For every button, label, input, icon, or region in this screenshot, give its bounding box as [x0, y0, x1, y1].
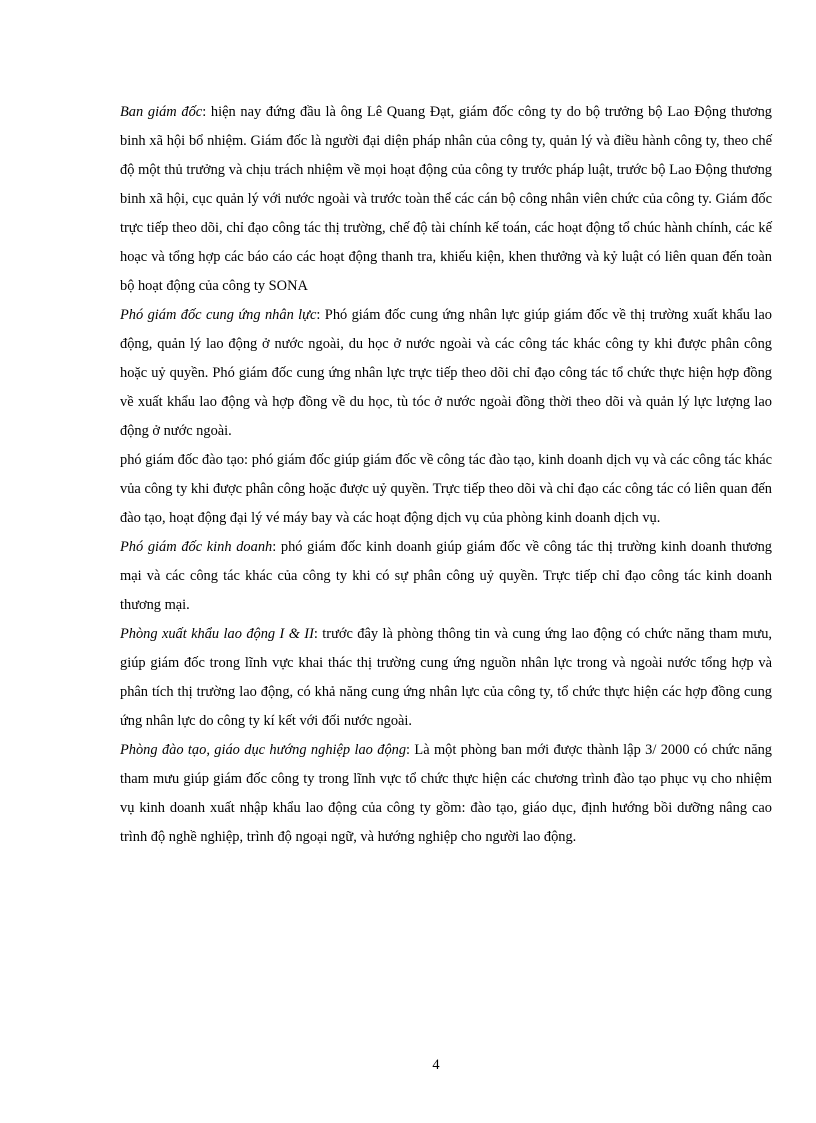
paragraph-text: : hiện nay đứng đầu là ông Lê Quang Đạt, giám đốc công ty do bộ trưởng bộ Lao Động thương binh xã hội bổ nhiệm. Giám đốc là người đại diện pháp nhân của công ty, quản lý và điều hành công ty, theo chế độ một thủ trưởng và chịu trách nhiệm về mọi hoạt động của công ty trước pháp luật, trước bộ Lao Động thương binh xã hội, cục quản lý với nước ngoài và trước toàn thể các cán bộ công nhân viên chức của công ty. Giám đốc trực tiếp theo dõi, chỉ đạo công tác thị trường, chế độ tài chính kế toán, các hoạt động tổ chúc hành chính, các kế hoạc và tổng hợp các báo cáo các hoạt động thanh tra, khiếu kiện, khen thưởng và kỷ luật có liên quan đến toàn bộ hoạt động của công ty SONA [120, 104, 773, 294]
paragraph-text: : Phó giám đốc cung ứng nhân lực giúp giám đốc về thị trường xuất khẩu lao động, quản lý lao động ở nước ngoài, du học ở nước ngoài và các công tác khác công ty khi được phân công hoặc uỷ quyền. Phó giám đốc cung ứng nhân lực trực tiếp theo dõi chỉ đạo công tác tổ chức thực hiện hợp đồng về xuất khẩu lao động và hợp đồng về du học, tù tóc ở nước ngoài đồng thời theo dõi và quản lý lực lượng lao động ở nước ngoài. [120, 307, 772, 439]
paragraph-pho-giam-doc-cung-ung-nhan-luc [120, 301, 772, 446]
paragraph-text: phó giám đốc đào tạo: phó giám đốc giúp giám đốc về công tác đào tạo, kinh doanh dịch vụ và các công tác khác vủa công ty khi được phân công hoặc được uỷ quyền. Trực tiếp theo dõi và chỉ đạo các công tác có liên quan đến đào tạo, hoạt động đại lý vé máy bay và các hoạt động dịch vụ của phòng kinh doanh dịch vụ. [120, 452, 772, 526]
paragraph-text: : trước đây là phòng thông tin và cung ứng lao động có chức năng tham mưu, giúp giám đốc trong lĩnh vực khai thác thị trường cung ứng nguồn nhân lực trong và ngoài nước tổng hợp và phân tích thị trường lao động, có khả năng cung ứng nhân lực của công ty, tổ chức thực hiện các hợp đồng cung ứng nhân lực do công ty kí kết với đối nước ngoài. [120, 626, 772, 729]
paragraph-heading: Phó giám đốc cung ứng nhân lực [120, 307, 317, 323]
paragraph-phong-xuat-khau-lao-dong [120, 620, 772, 736]
paragraph-heading: Phòng đào tạo, giáo dục hướng nghiệp lao động [120, 742, 407, 758]
body-text [120, 98, 772, 852]
paragraph-heading: Ban giám đốc [120, 104, 203, 120]
paragraph-pho-giam-doc-dao-tao [120, 446, 772, 533]
paragraph-pho-giam-doc-kinh-doanh [120, 533, 772, 620]
paragraph-phong-dao-tao [120, 736, 772, 852]
paragraph-text: : Là một phòng ban mới được thành lập 3/ 2000 có chức năng tham mưu giúp giám đốc công ty trong lĩnh vực tổ chức thực hiện các chương trình đào tạo phục vụ cho nhiệm vụ kinh doanh xuất nhập khẩu lao động của công ty gồm: đào tạo, giáo dục, định hướng bồi dưỡng nâng cao trình độ nghề nghiệp, trình độ ngoại ngữ, và hướng nghiệp cho người lao động. [120, 742, 772, 845]
page-number: 4 [432, 1057, 440, 1073]
paragraph-ban-giam-doc [120, 98, 772, 301]
paragraph-text: : phó giám đốc kinh doanh giúp giám đốc về công tác thị trường kinh doanh thương mại và các công tác khác của công ty khi có sự phân công uỷ quyền. Trực tiếp chỉ đạo công tác kinh doanh thương mại. [120, 539, 772, 613]
paragraph-heading: Phó giám đốc kinh doanh [120, 539, 273, 555]
paragraph-heading: Phòng xuất khẩu lao động I & II [120, 626, 314, 642]
